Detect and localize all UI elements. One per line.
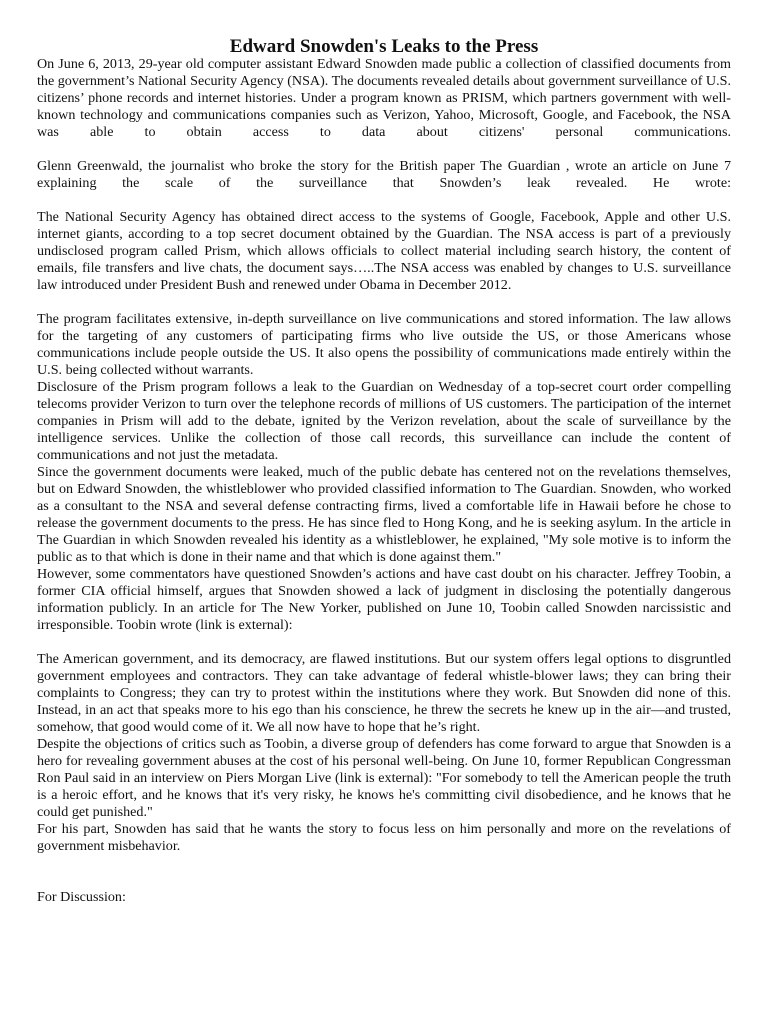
paragraph-spacer [37, 634, 731, 651]
paragraph-defenders: Despite the objections of critics such as Toobin, a diverse group of defenders has come forward to argue that Snowden is a hero for revealing government abuses at the cost of his personal well-being. On June 10, former Republican Congressman Ron Paul said in an interview on Piers Morgan Live (link is external): "For somebody to tell the American people the truth is a heroic effort, and he knows that it's very risky, he knows he's committing civil disobedience, and he knows that he could get punished." [37, 736, 731, 820]
paragraph-toobin-quote: The American government, and its democracy, are flawed institutions. But our system offers legal options to disgruntled government employees and contractors. They can take advantage of federal whistle-blower laws; they can bring their complaints to Congress; they can try to protest within the institutions where they work. But Snowden did none of this. Instead, in an act that speaks more to his ego than his conscience, he threw the secrets he knew up in the air—and trusted, somehow, that good would come of it. We all now have to hope that he’s right. [37, 651, 731, 735]
paragraph-whistleblower: Since the government documents were leaked, much of the public debate has centered not on the revelations themselves, but on Edward Snowden, the whistleblower who provided classified information to The Guardian. Snowden, who worked as a consultant to the NSA and several defense contracting firms, lived a comfortable life in Hawaii before he chose to release the government documents to the press. He has since fled to Hong Kong, and he is seeking asylum. In the article in The Guardian in which Snowden revealed his identity as a whistleblower, he explained, "My sole motive is to inform the public as to that which is done in their name and that which is done against them." [37, 464, 731, 565]
paragraph-program-description: The program facilitates extensive, in-depth surveillance on live communications and stored information. The law allows for the targeting of any customers of participating firms who live outside the US, or those Americans whose communications include people outside the US. It also opens the possibility of communications made entirely within the U.S. being collected without warrants. [37, 311, 731, 378]
paragraph-snowden-response: For his part, Snowden has said that he wants the story to focus less on him personally and more on the revelations of government misbehavior. [37, 821, 731, 854]
paragraph-spacer [37, 855, 731, 889]
document-title: Edward Snowden's Leaks to the Press [229, 36, 539, 57]
paragraph-critics: However, some commentators have questioned Snowden’s actions and have cast doubt on his character. Jeffrey Toobin, a former CIA official himself, argues that Snowden showed a lack of judgment in disclosing the potentially dangerous information publicly. In an article for The New Yorker, published on June 10, Toobin called Snowden narcissistic and irresponsible. Toobin wrote (link is external): [37, 566, 731, 633]
discussion-heading: For Discussion: [37, 889, 126, 905]
document-page [37, 36, 731, 906]
paragraph-greenwald-intro: Glenn Greenwald, the journalist who broke the story for the British paper The Guardian , wrote an article on June 7 explaining the scale of the surveillance that Snowden’s leak revealed. He wrote: [37, 158, 731, 191]
paragraph-spacer [37, 141, 731, 158]
paragraph-greenwald-quote: The National Security Agency has obtained direct access to the systems of Google, Facebook, Apple and other U.S. internet giants, according to a top secret document obtained by the Guardian. The NSA access is part of a previously undisclosed program called Prism, which allows officials to collect material including search history, the content of emails, file transfers and live chats, the document says…..The NSA access was enabled by changes to U.S. surveillance law introduced under President Bush and renewed under Obama in December 2012. [37, 209, 731, 293]
paragraph-intro: On June 6, 2013, 29-year old computer assistant Edward Snowden made public a collection of classified documents from the government’s National Security Agency (NSA). The documents revealed details about government surveillance of U.S. citizens’ phone records and internet histories. Under a program known as PRISM, which partners government with well-known technology and communications companies such as Verizon, Yahoo, Microsoft, Google, and Facebook, the NSA was able to obtain access to data about citizens' personal communications. [37, 56, 731, 140]
paragraph-spacer [37, 294, 731, 311]
paragraph-verizon-disclosure: Disclosure of the Prism program follows a leak to the Guardian on Wednesday of a top-secret court order compelling telecoms provider Verizon to turn over the telephone records of millions of US customers. The participation of the internet companies in Prism will add to the debate, ignited by the Verizon revelation, about the scale of surveillance by the intelligence services. Unlike the collection of those call records, this surveillance can include the content of communications and not just the metadata. [37, 379, 731, 463]
paragraph-spacer [37, 192, 731, 209]
